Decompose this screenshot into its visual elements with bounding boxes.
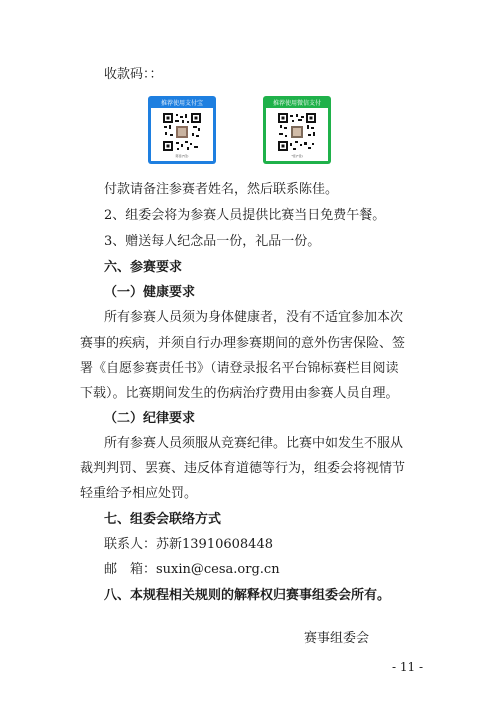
- discipline-text-line-2: 裁判判罚、罢赛、违反体育道德等行为，组委会将视情节: [80, 461, 406, 476]
- wechat-qr-card: [263, 96, 331, 164]
- discipline-text-line-1: 所有参赛人员须服从竞赛纪律。比赛中如发生不服从: [104, 436, 404, 451]
- alipay-qr-code: [151, 108, 213, 161]
- contact-email: 邮 箱：suxin@cesa.org.cn: [104, 562, 280, 577]
- qr-code-icon: [278, 113, 316, 151]
- subheading-discipline: （二）纪律要求: [104, 411, 196, 426]
- health-text-line-3: 署《自愿参赛责任书》（请登录报名平台锦标赛栏目阅读: [80, 361, 399, 376]
- discipline-text-line-3: 轻重给予相应处罚。: [80, 486, 198, 501]
- health-text-line-4: 下载）。比赛期间发生的伤病治疗费用由参赛人员自理。: [80, 386, 399, 401]
- section-heading-contact: 七、组委会联络方式: [104, 512, 222, 527]
- item-lunch: 2、组委会将为参赛人员提供比赛当日免费午餐。: [104, 208, 386, 223]
- wechat-qr-footer: *佳(*佳): [291, 154, 303, 158]
- alipay-qr-card: [148, 96, 216, 164]
- alipay-qr-footer: 陈佳(*佳): [175, 154, 189, 158]
- page-number: - 11 -: [392, 660, 424, 674]
- payment-note: 付款请备注参赛者姓名，然后联系陈佳。: [104, 182, 339, 197]
- health-text-line-2: 赛事的疾病，并须自行办理参赛期间的意外伤害保险、签: [80, 336, 406, 351]
- signature: 赛事组委会: [304, 631, 370, 646]
- wechat-qr-header: 推荐使用微信支付: [272, 100, 321, 107]
- alipay-qr-header: 推荐使用支付宝: [160, 100, 203, 107]
- wechat-qr-code: [266, 108, 328, 161]
- section-heading-requirements: 六、参赛要求: [104, 260, 183, 275]
- section-heading-interpretation: 八、本规程相关规则的解释权归赛事组委会所有。: [104, 588, 391, 603]
- subheading-health: （一）健康要求: [104, 285, 196, 300]
- contact-person: 联系人：苏新13910608448: [104, 537, 273, 552]
- qr-code-icon: [163, 113, 201, 151]
- item-souvenir: 3、赠送每人纪念品一份，礼品一份。: [104, 234, 321, 249]
- health-text-line-1: 所有参赛人员须为身体健康者，没有不适宜参加本次: [104, 310, 404, 325]
- payment-label: 收款码：：: [104, 67, 163, 82]
